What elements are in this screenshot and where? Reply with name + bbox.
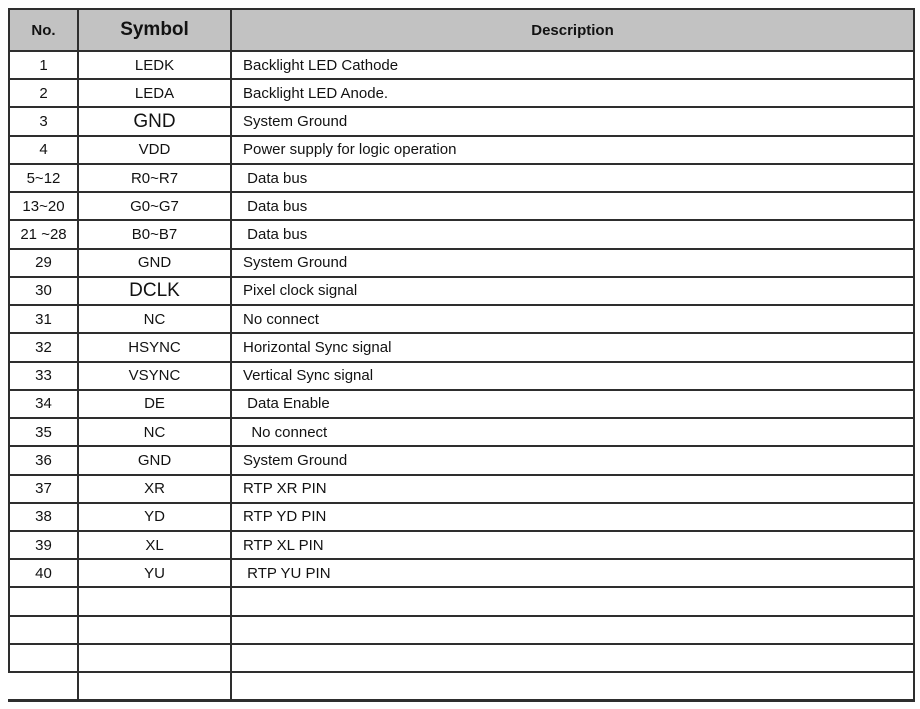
cell-description: System Ground <box>231 446 914 474</box>
cell-description <box>231 616 914 644</box>
table-row <box>9 192 914 220</box>
table-row <box>9 672 914 700</box>
cell-description: Vertical Sync signal <box>231 362 914 390</box>
cell-no <box>9 672 78 700</box>
table-row <box>9 249 914 277</box>
cell-symbol: DE <box>78 390 231 418</box>
cell-symbol: VSYNC <box>78 362 231 390</box>
cell-symbol: XL <box>78 531 231 559</box>
table-row <box>9 220 914 248</box>
cell-symbol <box>78 587 231 615</box>
table-row <box>9 51 914 79</box>
cell-no: 34 <box>9 390 78 418</box>
table-row <box>9 277 914 305</box>
table-row <box>9 531 914 559</box>
cell-symbol: XR <box>78 475 231 503</box>
table-row <box>9 362 914 390</box>
table-row <box>9 616 914 644</box>
cell-symbol <box>78 616 231 644</box>
header-row <box>9 9 914 51</box>
table-row <box>9 136 914 164</box>
cell-description: No connect <box>231 305 914 333</box>
table-row <box>9 333 914 361</box>
cell-symbol: YD <box>78 503 231 531</box>
cell-description: Pixel clock signal <box>231 277 914 305</box>
cell-no: 3 <box>9 107 78 135</box>
table-row <box>9 475 914 503</box>
cell-symbol: VDD <box>78 136 231 164</box>
cell-symbol: HSYNC <box>78 333 231 361</box>
table-row <box>9 559 914 587</box>
cell-no: 37 <box>9 475 78 503</box>
cell-no: 2 <box>9 79 78 107</box>
cell-symbol: NC <box>78 418 231 446</box>
cell-description: Horizontal Sync signal <box>231 333 914 361</box>
cell-description <box>231 644 914 672</box>
cell-description: RTP XR PIN <box>231 475 914 503</box>
table-row <box>9 305 914 333</box>
table-row <box>9 644 914 672</box>
table-row <box>9 587 914 615</box>
col-header-description: Description <box>231 9 914 51</box>
cell-no: 39 <box>9 531 78 559</box>
cell-no: 35 <box>9 418 78 446</box>
cell-description: RTP YD PIN <box>231 503 914 531</box>
cell-symbol: R0~R7 <box>78 164 231 192</box>
cell-description <box>231 587 914 615</box>
cell-description: Backlight LED Anode. <box>231 79 914 107</box>
cell-description: RTP YU PIN <box>231 559 914 587</box>
table-body <box>9 51 914 701</box>
cell-symbol: LEDA <box>78 79 231 107</box>
cell-symbol: GND <box>78 446 231 474</box>
cell-description: Data bus <box>231 164 914 192</box>
cell-symbol: G0~G7 <box>78 192 231 220</box>
cell-no: 1 <box>9 51 78 79</box>
cell-no: 38 <box>9 503 78 531</box>
cell-symbol: YU <box>78 559 231 587</box>
cell-no: 13~20 <box>9 192 78 220</box>
cell-description: RTP XL PIN <box>231 531 914 559</box>
cell-no: 40 <box>9 559 78 587</box>
cell-description: System Ground <box>231 249 914 277</box>
cell-no: 32 <box>9 333 78 361</box>
cell-no: 33 <box>9 362 78 390</box>
cell-symbol <box>78 644 231 672</box>
cell-symbol <box>78 672 231 700</box>
table-row <box>9 79 914 107</box>
col-header-no: No. <box>9 9 78 51</box>
col-header-symbol: Symbol <box>78 9 231 51</box>
cell-description: Data Enable <box>231 390 914 418</box>
cell-no: 5~12 <box>9 164 78 192</box>
cell-no: 21 ~28 <box>9 220 78 248</box>
table-row <box>9 164 914 192</box>
cell-symbol: NC <box>78 305 231 333</box>
cell-symbol: DCLK <box>78 277 231 305</box>
pin-description-table <box>8 8 915 702</box>
cell-description: Backlight LED Cathode <box>231 51 914 79</box>
cell-symbol: GND <box>78 107 231 135</box>
cell-no: 36 <box>9 446 78 474</box>
cell-description: Power supply for logic operation <box>231 136 914 164</box>
cell-description: No connect <box>231 418 914 446</box>
cell-symbol: LEDK <box>78 51 231 79</box>
table-row <box>9 446 914 474</box>
cell-no: 31 <box>9 305 78 333</box>
table-row <box>9 390 914 418</box>
cell-description <box>231 672 914 700</box>
cell-no: 30 <box>9 277 78 305</box>
cell-description: Data bus <box>231 192 914 220</box>
cell-description: System Ground <box>231 107 914 135</box>
cell-no <box>9 616 78 644</box>
table-row <box>9 418 914 446</box>
cell-symbol: GND <box>78 249 231 277</box>
cell-no: 29 <box>9 249 78 277</box>
cell-description: Data bus <box>231 220 914 248</box>
table-row <box>9 107 914 135</box>
table-row <box>9 503 914 531</box>
cell-no <box>9 587 78 615</box>
cell-symbol: B0~B7 <box>78 220 231 248</box>
cell-no: 4 <box>9 136 78 164</box>
cell-no <box>9 644 78 672</box>
